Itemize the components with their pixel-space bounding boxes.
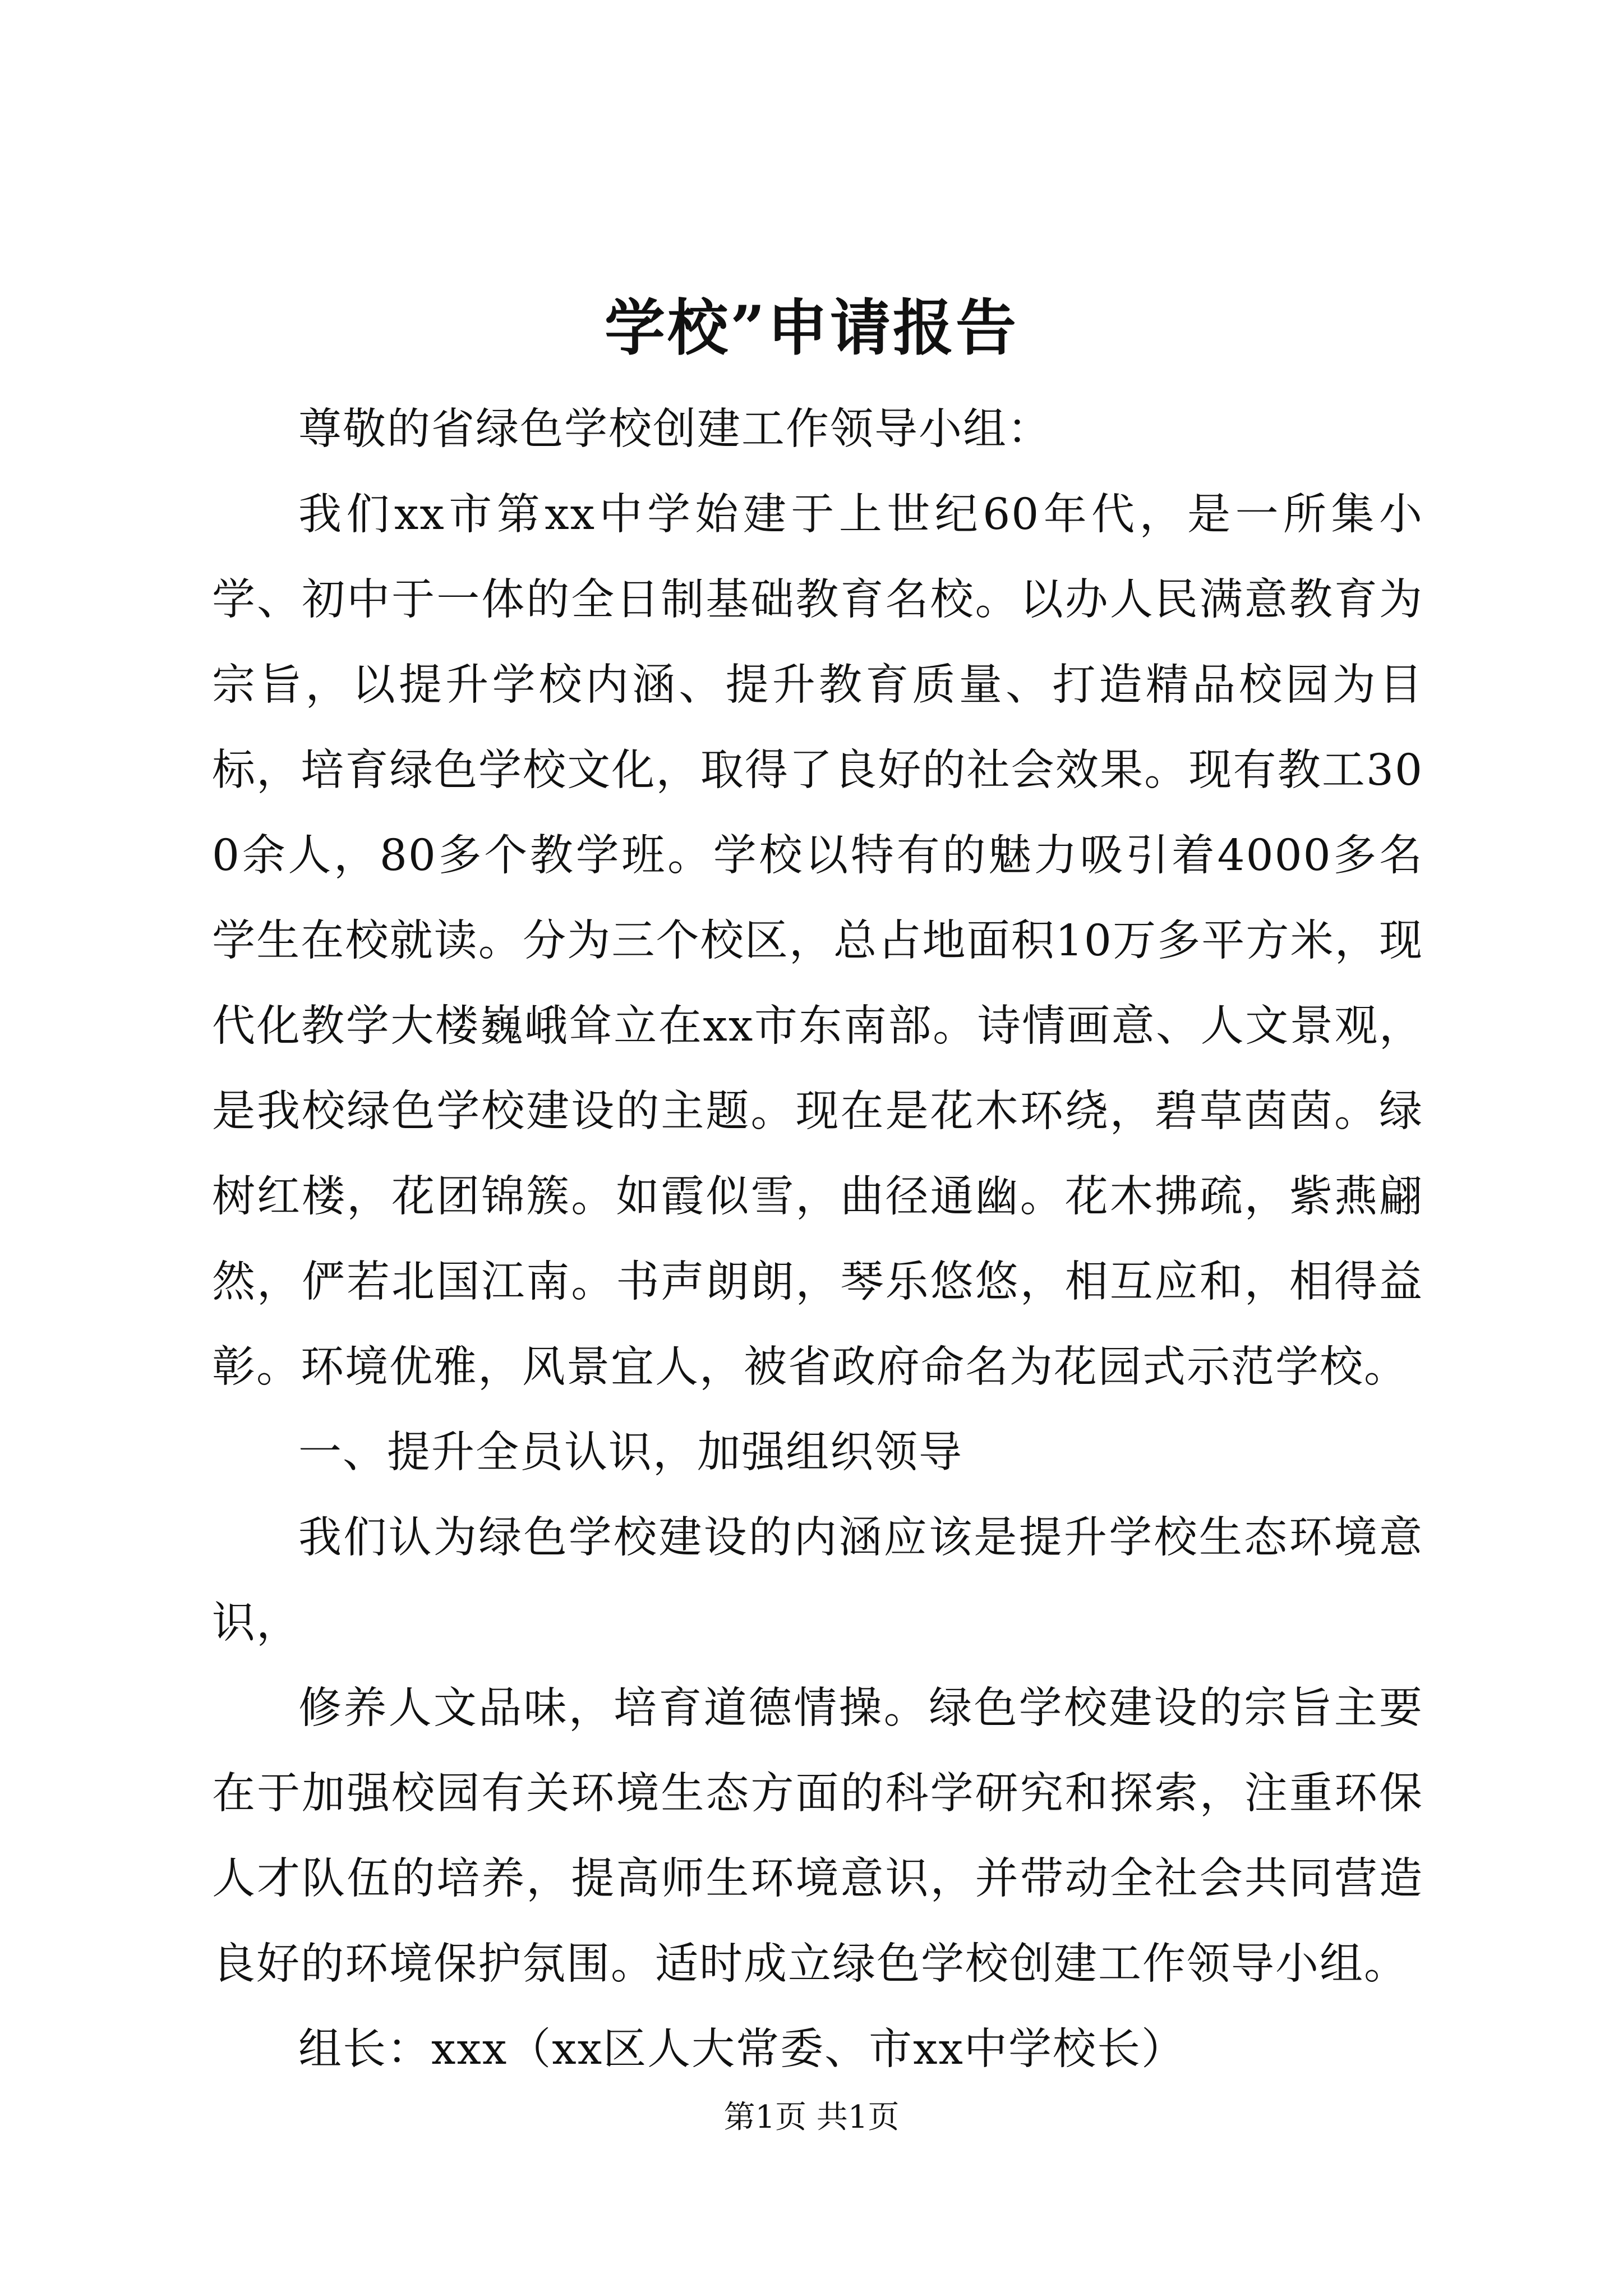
body-paragraph: 修养人文品味，培育道德情操。绿色学校建设的宗旨主要在于加强校园有关环境生态方面的科学研究和探索，注重环保人才队伍的培养，提高师生环境意识，并带动全社会共同营造良好的环境保护氛围。适时成立绿色学校创建工作领导小组。 (212, 1683, 1423, 1989)
salutation-paragraph: 尊敬的省绿色学校创建工作领导小组： (298, 404, 1052, 454)
school-introduction-paragraph: 我们xx市第xx中学始建于上世纪60年代，是一所集小学、初中于一体的全日制基础教育名校。以办人民满意教育为宗旨，以提升学校内涵、提升教育质量、打造精品校园为目标，培育绿色学校文化，取得了良好的社会效果。现有教工300余人，80多个教学班。学校以特有的魅力吸引着4000多名学生在校就读。分为三个校区，总占地面积10万多平方米，现代化教学大楼巍峨耸立在xx市东南部。诗情画意、人文景观，是我校绿色学校建设的主题。现在是花木环绕，碧草茵茵。绿树红楼，花团锦簇。如霞似雪，曲径通幽。花木拂疏，紫燕翩然，俨若北国江南。书声朗朗，琴乐悠悠，相互应和，相得益彰。环境优雅，风景宜人，被省政府命名为花园式示范学校。 (212, 490, 1423, 1392)
group-leader-line: 组长：xxx（xx区人大常委、市xx中学校长） (298, 2024, 1186, 2074)
document-title: 学校”申请报告 (604, 293, 1019, 364)
section-heading: 一、提升全员认识，加强组织领导 (298, 1428, 963, 1478)
page-footer: 第1页 共1页 (723, 2099, 900, 2136)
document-body (212, 387, 1423, 2092)
body-paragraph: 我们认为绿色学校建设的内涵应该是提升学校生态环境意识， (212, 1513, 1423, 1648)
